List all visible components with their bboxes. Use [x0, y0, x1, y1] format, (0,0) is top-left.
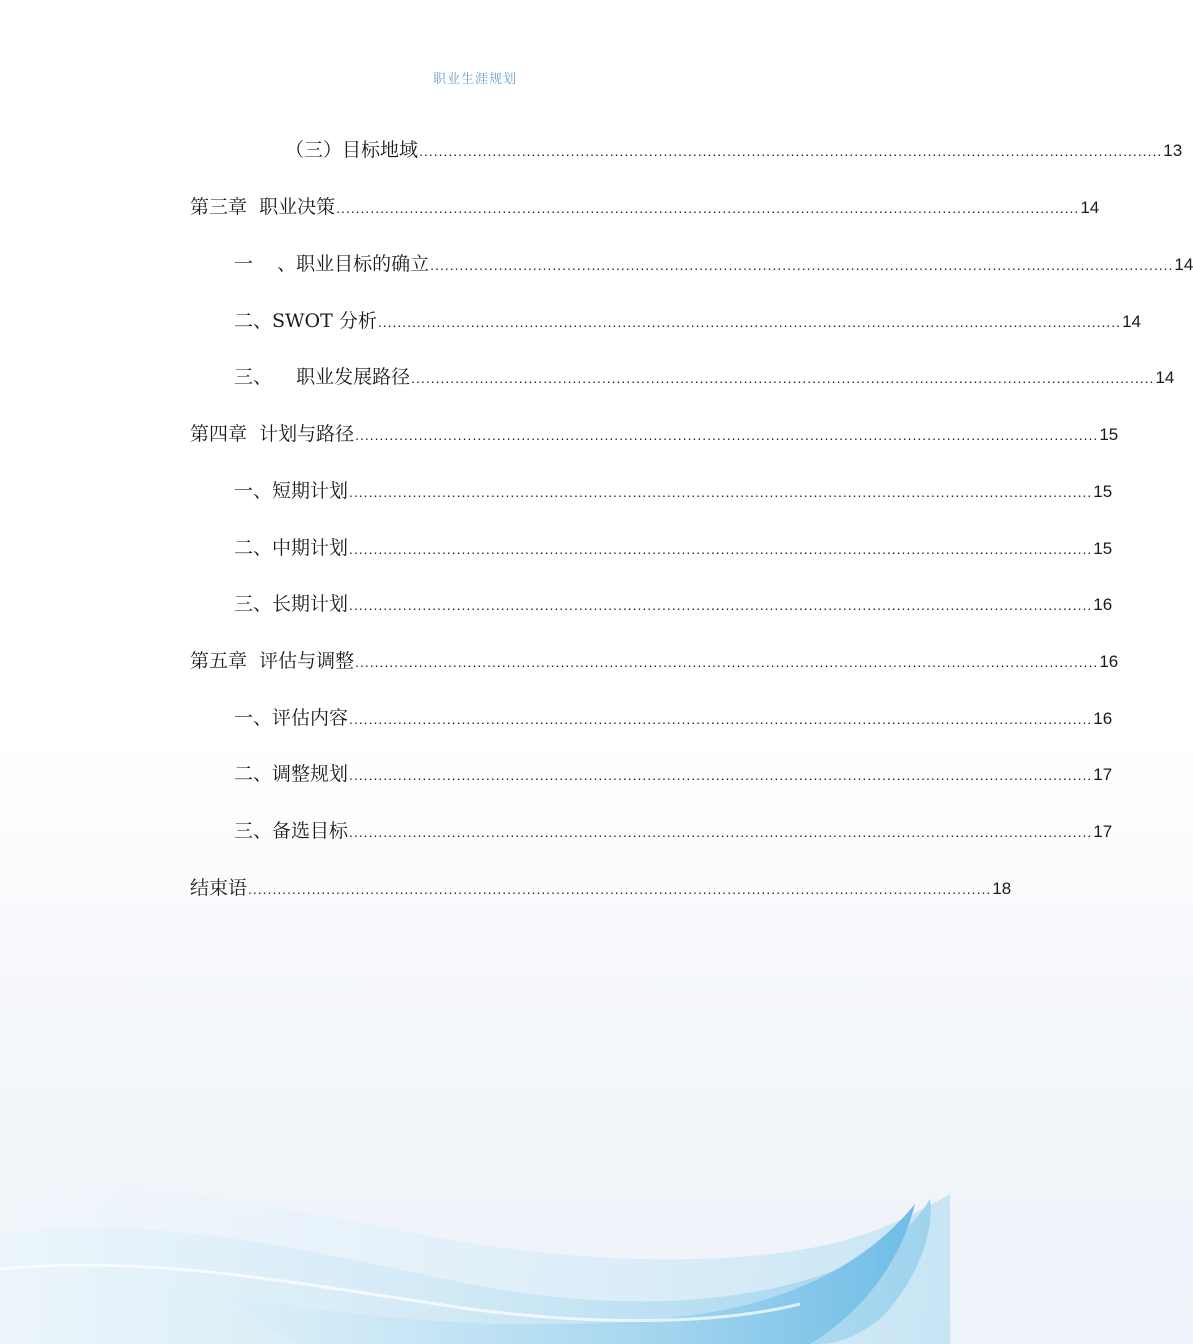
toc-leader-dots: ........................................................................................................................................................: [355, 427, 1099, 443]
toc-entry[interactable]: [234, 705, 1113, 731]
toc-leader-dots: ........................................................................................................................................................: [411, 370, 1155, 386]
toc-entry-page: 14: [1122, 312, 1141, 331]
toc-entry[interactable]: [234, 535, 1113, 561]
toc-entry-label: 二、SWOT 分析: [234, 310, 377, 332]
toc-entry[interactable]: [234, 364, 1175, 390]
toc-entry-page: 18: [992, 879, 1012, 898]
page-header-title: 职业生涯规划: [432, 72, 517, 87]
toc-entry[interactable]: [190, 421, 1119, 447]
toc-entry-label: 第四章 计划与路径: [190, 423, 355, 445]
toc-leader-dots: ........................................................................................................................................................: [377, 314, 1122, 330]
toc-entry-page: 16: [1093, 709, 1113, 728]
toc-entry-label: 三、 职业发展路径: [234, 366, 411, 388]
toc-leader-dots: ........................................................................................................................................................: [430, 257, 1174, 273]
toc-entry-page: 16: [1099, 652, 1119, 671]
toc-entry[interactable]: [234, 591, 1113, 617]
toc-entry-label: 二、调整规划: [234, 763, 349, 785]
toc-entry-label: 一、短期计划: [234, 480, 349, 502]
toc-entry-label: 一、评估内容: [234, 707, 349, 729]
toc-entry[interactable]: [285, 137, 1183, 163]
toc-entry[interactable]: [190, 648, 1119, 674]
toc-leader-dots: ........................................................................................................................................................: [349, 711, 1093, 727]
toc-entry-label: 二、中期计划: [234, 537, 349, 559]
toc-entry-label: 结束语: [190, 877, 248, 899]
toc-entry[interactable]: [234, 308, 1141, 334]
toc-entry-page: 14: [1080, 198, 1100, 217]
toc-entry-label: （三）目标地域: [285, 139, 419, 161]
toc-entry[interactable]: [234, 761, 1113, 787]
toc-entry-page: 14: [1155, 368, 1175, 387]
toc-leader-dots: ........................................................................................................................................................: [349, 824, 1093, 840]
toc-leader-dots: ........................................................................................................................................................: [349, 484, 1093, 500]
toc-leader-dots: ........................................................................................................................................................: [419, 143, 1163, 159]
toc-leader-dots: ........................................................................................................................................................: [336, 200, 1080, 216]
decorative-wave-art: [0, 1174, 950, 1344]
toc-entry-page: 17: [1093, 822, 1113, 841]
toc-leader-dots: ........................................................................................................................................................: [349, 767, 1093, 783]
toc-entry[interactable]: [234, 818, 1113, 844]
toc-entry[interactable]: [190, 875, 1012, 901]
toc-entry-label: 第五章 评估与调整: [190, 650, 355, 672]
toc-leader-dots: ........................................................................................................................................................: [349, 597, 1093, 613]
toc-entry[interactable]: [190, 194, 1100, 220]
toc-entry-page: 15: [1093, 539, 1113, 558]
toc-entry-label: 三、长期计划: [234, 593, 349, 615]
toc-entry-page: 14: [1174, 255, 1193, 274]
toc-entry-page: 17: [1093, 765, 1113, 784]
toc-entry-page: 15: [1093, 482, 1113, 501]
toc-entry-page: 16: [1093, 595, 1113, 614]
toc-entry-label: 三、备选目标: [234, 820, 349, 842]
toc-leader-dots: ........................................................................................................................................................: [248, 881, 992, 897]
toc-entry[interactable]: [234, 478, 1113, 504]
toc-entry[interactable]: [234, 251, 1193, 277]
toc-entry-label: 第三章 职业决策: [190, 196, 336, 218]
toc-entry-page: 13: [1163, 141, 1183, 160]
toc-leader-dots: ........................................................................................................................................................: [349, 541, 1093, 557]
toc-entry-label: 一 、职业目标的确立: [234, 253, 430, 275]
toc-entry-page: 15: [1099, 425, 1119, 444]
toc-leader-dots: ........................................................................................................................................................: [355, 654, 1099, 670]
